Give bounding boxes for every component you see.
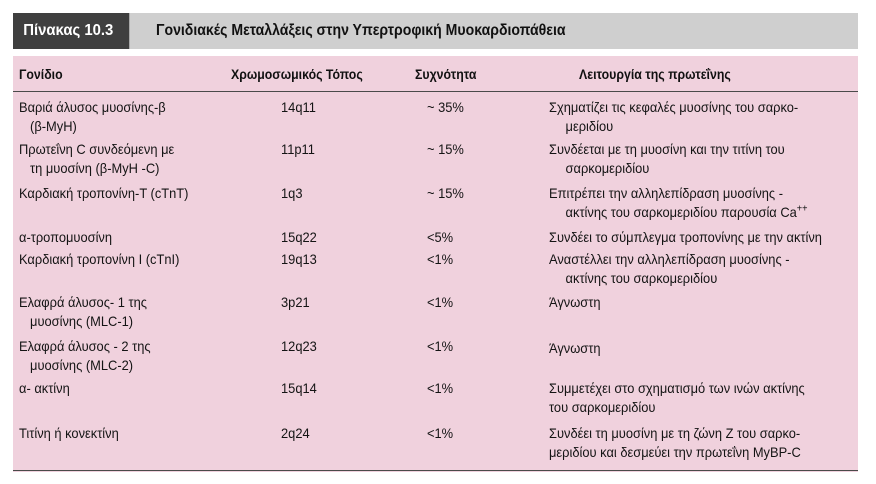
function-cell: Συνδέει το σύμπλεγμα τροπονίνης με την ακτίνη: [549, 229, 822, 245]
gene-cell: Ελαφρά άλυσος - 2 της μυοσίνης (MLC-2): [19, 338, 151, 373]
table-title-bar: [13, 13, 858, 49]
function-cell: Συμμετέχει στο σχηματισμό των ινών ακτίνης του σαρκομεριδίου: [549, 380, 805, 415]
gene-cell: α- ακτίνη: [19, 380, 70, 396]
frequency-cell: <5%: [427, 229, 454, 245]
locus-cell: 1q3: [281, 185, 303, 201]
gene-cell: Τιτίνη ή κονεκτίνη: [19, 425, 119, 441]
frequency-cell: <1%: [427, 251, 454, 267]
locus-cell: 15q14: [281, 380, 317, 396]
gene-cell: Καρδιακή τροπονίνη-Τ (cTnT): [19, 185, 189, 201]
header-locus: Χρωμοσωμικός Τόπος: [231, 66, 363, 82]
gene-cell: Πρωτεΐνη C συνδεόμενη με τη μυοσίνη (β-ΜyΗ -C): [19, 141, 175, 176]
frequency-cell: <1%: [427, 425, 454, 441]
frequency-cell: ~ 15%: [427, 185, 464, 201]
function-cell: Συνδέει τη μυοσίνη με τη ζώνη Ζ του σαρκο- μεριδίου και δεσμεύει την πρωτεΐνη MyBP-C: [549, 425, 801, 460]
locus-cell: 2q24: [281, 425, 310, 441]
header-function: Λειτουργία της πρωτεΐνης: [579, 66, 731, 82]
function-cell: Άγνωστη: [549, 340, 601, 356]
locus-cell: 19q13: [281, 251, 317, 267]
locus-cell: 14q11: [281, 99, 316, 115]
function-cell: Επιτρέπει την αλληλεπίδραση μυοσίνης - ακτίνης του σαρκομεριδίου παρουσία Ca++: [549, 185, 808, 220]
function-cell: Άγνωστη: [549, 294, 601, 310]
locus-cell: 11p11: [281, 141, 315, 157]
frequency-cell: ~ 15%: [427, 141, 464, 157]
locus-cell: 3p21: [281, 294, 310, 310]
gene-cell: α-τροπομυοσίνη: [19, 229, 113, 245]
frequency-cell: <1%: [427, 380, 454, 396]
data-table: [13, 56, 858, 472]
table-number-label: Πίνακας 10.3: [13, 13, 129, 49]
function-cell: Αναστέλλει την αλληλεπίδραση μυοσίνης - ακτίνης του σαρκομεριδίου: [549, 251, 790, 286]
table-bottom-divider: [13, 470, 858, 471]
locus-cell: 12q23: [281, 338, 317, 354]
frequency-cell: ~ 35%: [427, 99, 464, 115]
table-title: Γονιδιακές Μεταλλάξεις στην Υπερτροφική Μυοκαρδιοπάθεια: [156, 22, 566, 39]
header-divider: [13, 91, 858, 92]
gene-cell: Καρδιακή τροπονίνη I (cTnI): [19, 251, 180, 267]
gene-cell: Βαριά άλυσος μυοσίνης-β (β-ΜyΗ): [19, 99, 166, 134]
frequency-cell: <1%: [427, 294, 454, 310]
function-cell: Συνδέεται με τη μυοσίνη και την τιτίνη του σαρκομεριδίου: [549, 141, 785, 176]
function-cell: Σχηματίζει τις κεφαλές μυοσίνης του σαρκο- μεριδίου: [549, 99, 799, 134]
locus-cell: 15q22: [281, 229, 317, 245]
header-gene: Γονίδιο: [19, 66, 63, 82]
superscript-charge: ++: [796, 203, 808, 215]
frequency-cell: <1%: [427, 338, 454, 354]
header-frequency: Συχνότητα: [415, 66, 477, 82]
gene-cell: Ελαφρά άλυσος- 1 της μυοσίνης (MLC-1): [19, 294, 147, 329]
